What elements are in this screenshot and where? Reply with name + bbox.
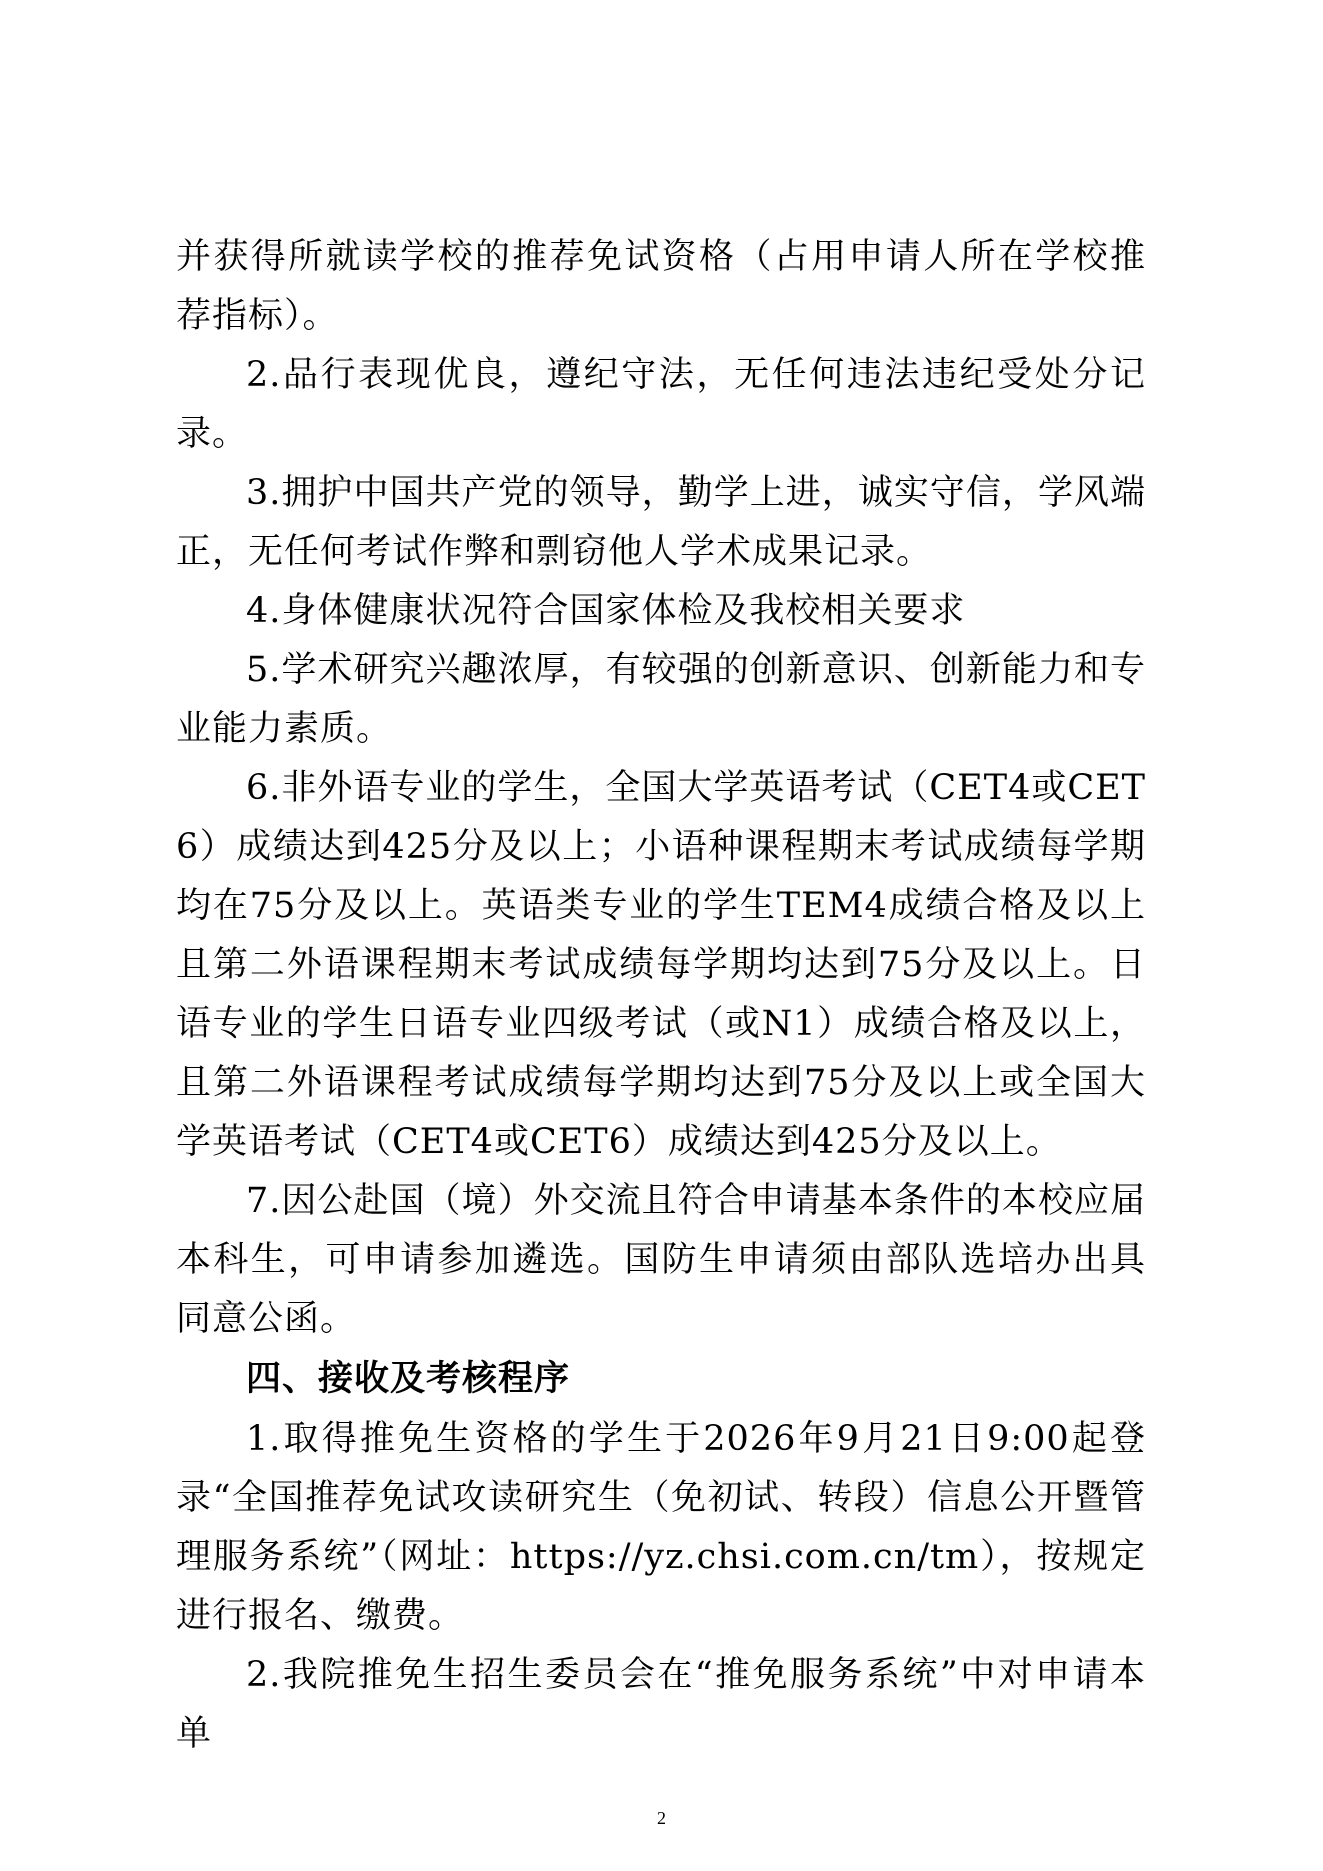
requirement-item-7: 7.因公赴国（境）外交流且符合申请基本条件的本校应届本科生，可申请参加遴选。国防生申请须由部队选培办出具同意公函。 [176, 1181, 1146, 1339]
page-number: 2 [657, 1808, 666, 1828]
requirement-item-2: 2.品行表现优良，遵纪守法，无任何违法违纪受处分记录。 [176, 355, 1146, 454]
requirement-item-3: 3.拥护中国共产党的领导，勤学上进，诚实守信，学风端正，无任何考试作弊和剽窃他人学术成果记录。 [176, 473, 1146, 572]
requirement-item-5: 5.学术研究兴趣浓厚，有较强的创新意识、创新能力和专业能力素质。 [176, 650, 1146, 749]
requirement-item-4: 4.身体健康状况符合国家体检及我校相关要求 [246, 591, 966, 631]
requirement-item-6: 6.非外语专业的学生，全国大学英语考试（CET4或CET6）成绩达到425分及以上；小语种课程期末考试成绩每学期均在75分及以上。英语类专业的学生TEM4成绩合格及以上且第二外语课程期末考试成绩每学期均达到75分及以上。日语专业的学生日语专业四级考试（或N1）成绩合格及以上，且第二外语课程考试成绩每学期均达到75分及以上或全国大学英语考试（CET4或CET6）成绩达到425分及以上。 [176, 768, 1147, 1162]
paragraph-continuation: 并获得所就读学校的推荐免试资格（占用申请人所在学校推荐指标）。 [176, 237, 1146, 336]
section-heading: 四、接收及考核程序 [246, 1359, 571, 1399]
document-body [176, 228, 1146, 1764]
procedure-item-1: 1.取得推免生资格的学生于2026年9月21日9:00起登录“全国推荐免试攻读研究生（免初试、转段）信息公开暨管理服务系统”（网址：https://yz.chsi.com.cn/tm），按规定进行报名、缴费。 [176, 1419, 1146, 1636]
procedure-item-2: 2.我院推免生招生委员会在“推免服务系统”中对申请本单 [176, 1655, 1146, 1754]
